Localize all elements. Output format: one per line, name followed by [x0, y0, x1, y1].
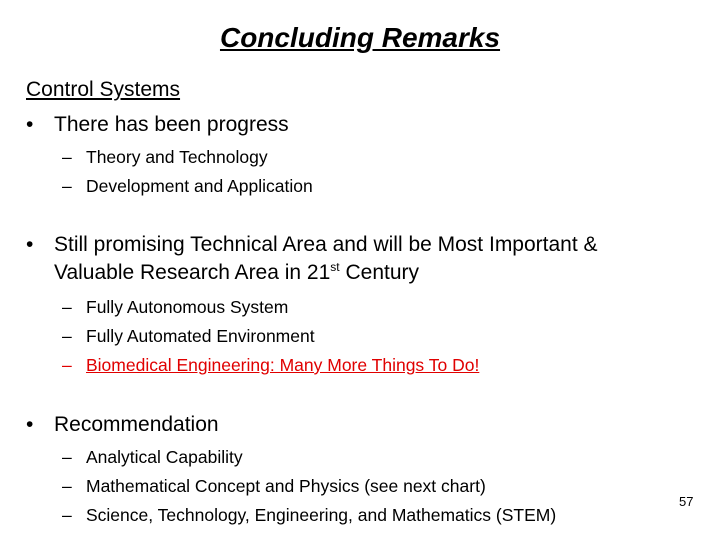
dash-icon: –: [62, 355, 72, 375]
dash-icon: –: [62, 147, 72, 167]
sub-item: [62, 297, 288, 317]
sub-item: [62, 176, 313, 196]
sub-item-text: Mathematical Concept and Physics (see next chart): [86, 476, 486, 496]
bullet-text: Recommendation: [54, 413, 219, 436]
ordinal-suffix: st: [330, 260, 340, 274]
bullet-recommendation: [26, 411, 219, 439]
sub-item-text: Biomedical Engineering: Many More Things To Do!: [86, 355, 480, 375]
sub-item: [62, 326, 315, 346]
sub-item-highlighted: [62, 355, 479, 375]
sub-item: [62, 147, 268, 167]
page-number: 57: [679, 494, 694, 509]
bullet-text-line2: [54, 259, 598, 287]
bullet-text: There has been progress: [54, 113, 289, 136]
sub-item-text: Fully Autonomous System: [86, 297, 289, 317]
dash-icon: –: [62, 447, 72, 467]
sub-item-text: Theory and Technology: [86, 147, 268, 167]
dash-icon: –: [62, 476, 72, 496]
sub-item-text: Development and Application: [86, 176, 313, 196]
bullet-progress: [26, 111, 289, 139]
dash-icon: –: [62, 176, 72, 196]
sub-item: [62, 447, 243, 467]
bullet-text-line2-post: Century: [339, 261, 420, 284]
sub-item: [62, 476, 486, 496]
sub-item-text: Fully Automated Environment: [86, 326, 315, 346]
slide-title: Concluding Remarks: [219, 22, 501, 53]
bullet-icon: •: [26, 233, 34, 256]
bullet-technical-area: [26, 231, 598, 287]
sub-item: [62, 505, 556, 525]
section-heading: Control Systems: [26, 78, 181, 101]
dash-icon: –: [62, 505, 72, 525]
bullet-text-line2-pre: Valuable Research Area in 21: [54, 261, 331, 284]
bullet-icon: •: [26, 413, 34, 436]
bullet-text-line1: Still promising Technical Area and will be Most Important &: [54, 233, 598, 256]
sub-item-text: Science, Technology, Engineering, and Mathematics (STEM): [86, 505, 557, 525]
bullet-icon: •: [26, 113, 34, 136]
dash-icon: –: [62, 326, 72, 346]
sub-item-text: Analytical Capability: [86, 447, 243, 467]
dash-icon: –: [62, 297, 72, 317]
